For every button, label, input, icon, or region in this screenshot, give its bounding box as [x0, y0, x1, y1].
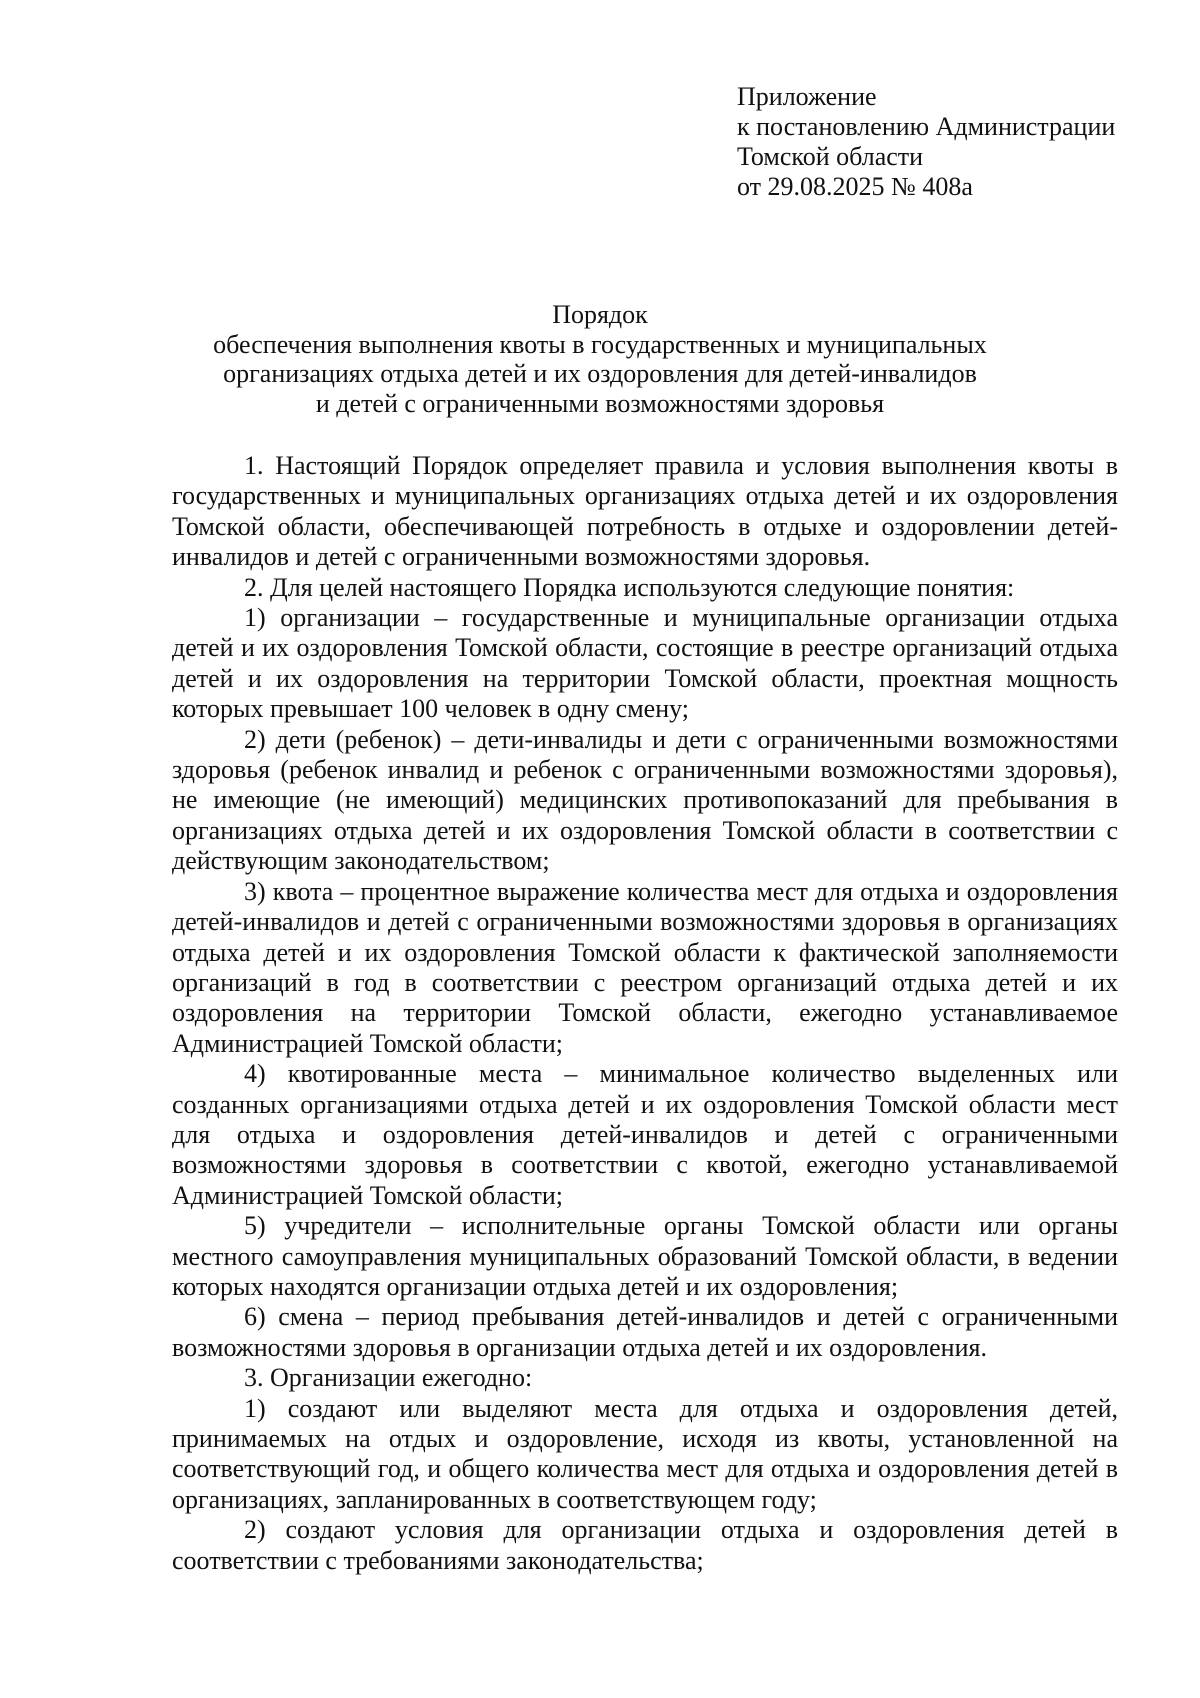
- appendix-line: Томской области: [737, 142, 924, 171]
- definition-quota-places: 4) квотированные места – минимальное количество выделенных или созданных организациями отдыха детей и их оздоровления Томской области мест для отдыха и оздоровления детей-инвалидов и детей с ограниченными возможностями здоровья в соответствии с квотой, ежегодно устанавливаемой Администрацией Томской области;: [172, 1059, 1118, 1210]
- definition-quota: 3) квота – процентное выражение количества мест для отдыха и оздоровления детей-инвалидов и детей с ограниченными возможностями здоровья в организациях отдыха детей и их оздоровления Томской области к фактической заполняемости организаций в год в соответствии с реестром организаций отдыха детей и их оздоровления на территории Томской области, ежегодно устанавливаемое Администрацией Томской области;: [172, 876, 1118, 1058]
- obligation-1: 1) создают или выделяют места для отдыха и оздоровления детей, принимаемых на отдых и оздоровление, исходя из квоты, установленной на соответствующий год, и общего количества мест для отдыха и оздоровления детей в организациях, запланированных в соответствующем году;: [172, 1393, 1118, 1514]
- appendix-line: к постановлению Администрации: [737, 112, 1116, 141]
- appendix-line: Приложение: [737, 82, 877, 111]
- obligation-2: 2) создают условия для организации отдыха и оздоровления детей в соответствии с требованиями законодательства;: [172, 1515, 1118, 1575]
- appendix-date-number: от 29.08.2025 № 408а: [737, 172, 973, 201]
- title-line: и детей с ограниченными возможностями здоровья: [315, 388, 885, 418]
- definition-founders: 5) учредители – исполнительные органы Томской области или органы местного самоуправления муниципальных образований Томской области, в ведении которых находятся организации отдыха детей и их оздоровления;: [172, 1211, 1118, 1301]
- document-title: [150, 300, 1050, 418]
- definition-children: 2) дети (ребенок) – дети-инвалиды и дети с ограниченными возможностями здоровья (ребенок инвалид и ребенок с ограниченными возможностями здоровья), не имеющие (не имеющий) медицинских противопоказаний для пребывания в организациях отдыха детей и их оздоровления Томской области в соответствии с действующим законодательством;: [172, 724, 1118, 876]
- definition-organizations: 1) организации – государственные и муниципальные организации отдыха детей и их оздоровления Томской области, состоящие в реестре организаций отдыха детей и их оздоровления на территории Томской области, проектная мощность которых превышает 100 человек в одну смену;: [172, 603, 1118, 724]
- paragraph-3: 3. Организации ежегодно:: [244, 1363, 533, 1393]
- title-line: обеспечения выполнения квоты в государственных и муниципальных: [213, 329, 987, 359]
- appendix-block: [737, 82, 1137, 202]
- document-body: [172, 451, 1118, 1576]
- title-heading: Порядок: [552, 300, 648, 329]
- definition-shift: 6) смена – период пребывания детей-инвалидов и детей с ограниченными возможностями здоровья в организации отдыха детей и их оздоровления.: [172, 1302, 1118, 1362]
- paragraph-2: 2. Для целей настоящего Порядка используются следующие понятия:: [244, 572, 1015, 602]
- paragraph-1: 1. Настоящий Порядок определяет правила и условия выполнения квоты в государственных и муниципальных организациях отдыха детей и их оздоровления Томской области, обеспечивающей потребность в отдыхе и оздоровлении детей-инвалидов и детей с ограниченными возможностями здоровья.: [172, 451, 1118, 572]
- title-line: организациях отдыха детей и их оздоровления для детей-инвалидов: [223, 359, 977, 388]
